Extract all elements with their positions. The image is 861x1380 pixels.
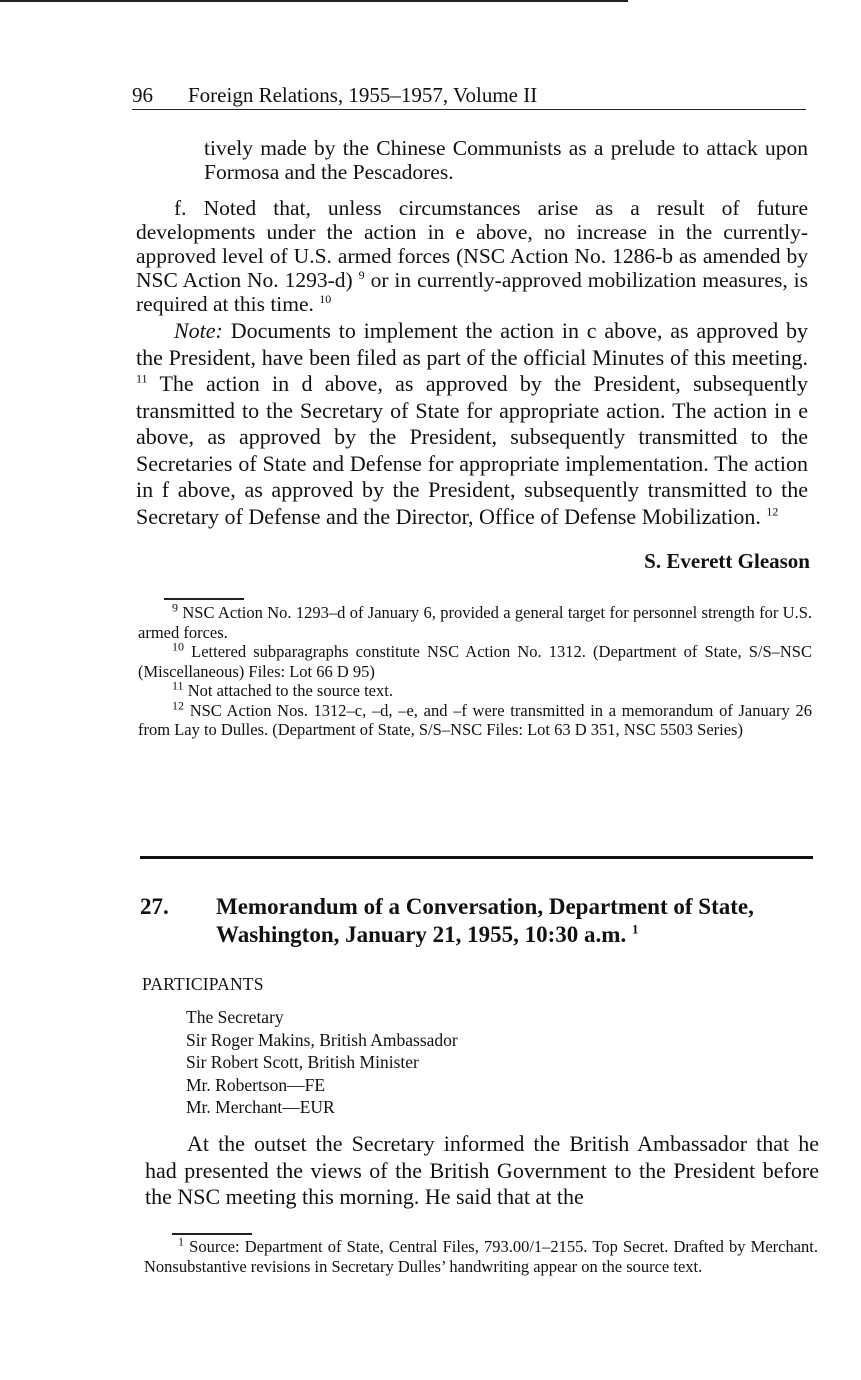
- footnote-separator-bottom: [172, 1233, 252, 1235]
- participants-label: PARTICIPANTS: [142, 974, 264, 994]
- document-heading: [140, 893, 820, 949]
- footnote-text: Lettered subparagraphs constitute NSC Action No. 1312. (Department of State, S/S–NSC (Miscellaneous) Files: Lot 66 D 95): [138, 642, 812, 681]
- running-head-title: Foreign Relations, 1955–1957, Volume II: [188, 83, 538, 107]
- footnote-11: [138, 678, 812, 701]
- footnote-ref-9: 9: [358, 267, 365, 282]
- paragraph-f-text-2: or in currently-approved mobilization measures, is required at this time.: [136, 268, 809, 316]
- footnotes-top: [138, 600, 813, 740]
- note-label: Note:: [174, 318, 223, 343]
- footnotes-bottom: [144, 1234, 818, 1276]
- document-number: 27.: [140, 894, 169, 919]
- footnote-text: Not attached to the source text.: [187, 681, 393, 700]
- footnote-ref-12: 12: [766, 504, 779, 519]
- footnote-text: NSC Action Nos. 1312–c, –d, –e, and –f were transmitted in a memorandum of January 26 from Lay to Dulles. (Department of State, S/S–NSC Files: Lot 63 D 351, NSC 5503 Series): [138, 700, 812, 739]
- footnote-separator-top: [164, 598, 244, 600]
- paragraph-note: [136, 318, 808, 530]
- paragraph-f: [136, 196, 808, 316]
- note-text-1: Documents to implement the action in c above, as approved by the President, have been filed as part of the official Minutes of this meeting.: [136, 318, 809, 370]
- participant: Mr. Robertson—FE: [186, 1074, 326, 1095]
- footnote-number: 9: [172, 600, 178, 615]
- paragraph-opening: At the outset the Secretary informed the British Ambassador that he had presented the views of the British Government to the President before the NSC meeting this morning. He said that at the: [145, 1131, 819, 1209]
- participant: Sir Robert Scott, British Minister: [186, 1052, 419, 1072]
- participant: Sir Roger Makins, British Ambassador: [186, 1029, 458, 1050]
- footnote-ref-11: 11: [136, 371, 148, 386]
- footnote-number: 10: [172, 639, 184, 654]
- document-title-wrap: [216, 893, 820, 949]
- footnote-1: [144, 1234, 818, 1276]
- paragraph-f-text: f. Noted that, unless circumstances arise as a result of future developments under the action in e above, no increase in the currently-approved level of U.S. armed forces (NSC Action No. 1286-b as amended by NSC Action No. 1293-d): [136, 196, 808, 292]
- footnote-number: 1: [178, 1234, 184, 1249]
- footnote-12: [138, 698, 812, 740]
- footnote-number: 11: [172, 678, 184, 693]
- footnote-10: [138, 639, 812, 681]
- footnote-ref-1: 1: [631, 921, 639, 937]
- footnote-ref-10: 10: [319, 291, 332, 306]
- participants-list: [186, 1006, 458, 1119]
- footnote-text: NSC Action No. 1293–d of January 6, provided a general target for personnel strength for U.S. armed forces.: [138, 603, 813, 642]
- signature: S. Everett Gleason: [644, 549, 810, 573]
- footnote-9: [138, 600, 813, 642]
- footnote-text: Source: Department of State, Central Files, 793.00/1–2155. Top Secret. Drafted by Merchant. Nonsubstantive revisions in Secretary Dulles’ handwriting appear on the source text.: [144, 1237, 818, 1276]
- footnote-number: 12: [172, 698, 184, 712]
- participant: Mr. Merchant—EUR: [186, 1097, 335, 1117]
- note-text-2: The action in d above, as approved by the President, subsequently transmitted to the Secretary of State for appropriate action. The action in e above, as approved by the President, subsequently transmitted to the Secretaries of State and Defense for appropriate implementation. The action in f above, as approved by the President, subsequently transmitted to the Secretary of Defense and the Director, Office of Defense Mobilization.: [136, 371, 808, 529]
- page-number: 96: [132, 83, 153, 107]
- participant: The Secretary: [186, 1007, 284, 1027]
- document-title: Memorandum of a Conversation, Department of State, Washington, January 21, 1955, 10:30 a.m.: [216, 894, 754, 947]
- running-head: [132, 82, 806, 110]
- paragraph-continuation: tively made by the Chinese Communists as a prelude to attack upon Formosa and the Pescadores.: [204, 136, 808, 184]
- section-divider: [140, 856, 813, 859]
